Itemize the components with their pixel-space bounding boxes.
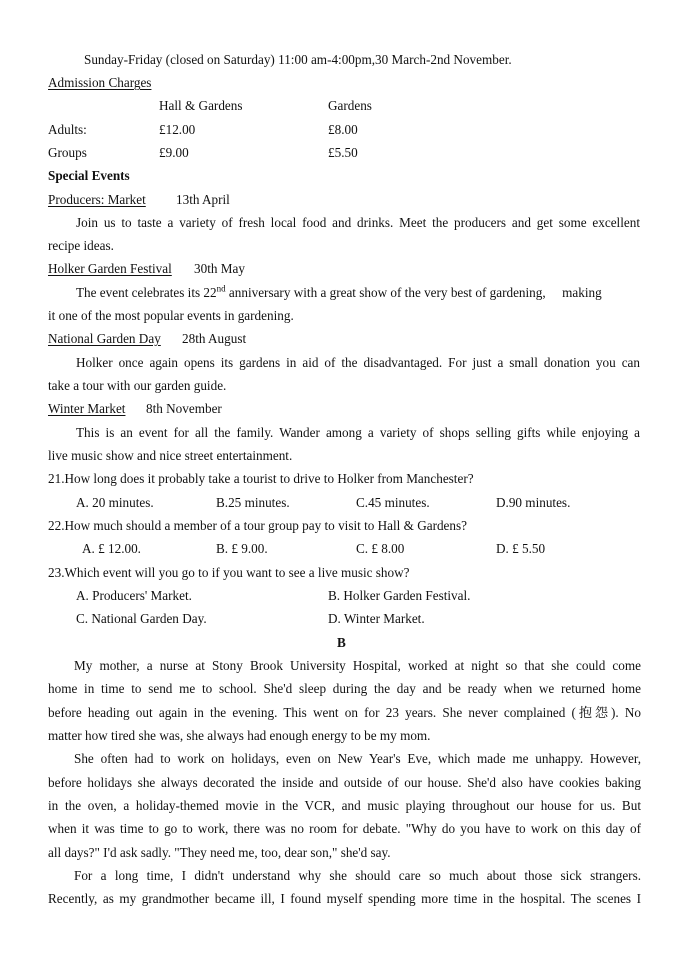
paragraph-line: when it was time to go to work, there was no room for debate. "Why do you have to work on this day of [48, 821, 641, 836]
paragraph-line: For a long time, I didn't understand why she should care so much about those sick strangers. [74, 868, 641, 883]
event-description: live music show and nice street entertainment. [48, 448, 293, 463]
question-stem: 21.How long does it probably take a tourist to drive to Holker from Manchester? [48, 471, 474, 486]
event-date: 13th April [176, 192, 230, 207]
question-option: D. Winter Market. [328, 611, 425, 626]
event-name: Winter Market [48, 401, 126, 416]
question-option: B. £ 9.00. [216, 541, 268, 556]
admission-row-label: Adults: [48, 122, 87, 137]
section-b-heading: B [337, 635, 346, 650]
question-option: A. 20 minutes. [76, 495, 154, 510]
paragraph-line: before heading out again in the evening. This went on for 23 years. She never complained (抱怨). No [48, 705, 641, 720]
special-events-heading: Special Events [48, 168, 130, 183]
admission-heading: Admission Charges [48, 75, 152, 90]
event-description: take a tour with our garden guide. [48, 378, 227, 393]
paragraph-line: all days?" I'd ask sadly. "They need me, too, dear son," she'd say. [48, 845, 391, 860]
event-date: 8th November [146, 401, 222, 416]
question-option: C. £ 8.00 [356, 541, 405, 556]
admission-row-gardens: £5.50 [328, 145, 358, 160]
paragraph-line: My mother, a nurse at Stony Brook University Hospital, worked at night so that she could come [74, 658, 641, 673]
event-name: Holker Garden Festival [48, 261, 172, 276]
admission-row-hall: £12.00 [159, 122, 196, 137]
admission-row-gardens: £8.00 [328, 122, 358, 137]
admission-col-hall: Hall & Gardens [159, 98, 243, 113]
event-description: recipe ideas. [48, 238, 114, 253]
event-name: Producers: Market [48, 192, 146, 207]
event-date: 28th August [182, 331, 247, 346]
event-description: The event celebrates its 22nd anniversary with a great show of the very best of gardening, making [76, 283, 602, 300]
admission-row-hall: £9.00 [159, 145, 189, 160]
paragraph-line: She often had to work on holidays, even on New Year's Eve, which made me unhappy. However, [74, 751, 641, 766]
event-description: it one of the most popular events in gardening. [48, 308, 294, 323]
question-option: A. Producers' Market. [76, 588, 192, 603]
paragraph-line: Recently, as my grandmother became ill, I found myself spending more time in the hospital. The scenes I [48, 891, 641, 906]
paragraph-line: before holidays she always decorated the inside and outside of our house. She'd also have cookies baking [48, 775, 641, 790]
event-description: Holker once again opens its gardens in aid of the disadvantaged. For just a small donation you can [76, 355, 640, 370]
question-stem: 23.Which event will you go to if you want to see a live music show? [48, 565, 410, 580]
admission-col-gardens: Gardens [328, 98, 372, 113]
question-option: D.90 minutes. [496, 495, 571, 510]
paragraph-line: home in time to send me to school. She'd sleep during the day and be ready when we returned home [48, 681, 641, 696]
event-description: Join us to taste a variety of fresh local food and drinks. Meet the producers and get some excellent [76, 215, 640, 230]
opening-hours: Sunday-Friday (closed on Saturday) 11:00 am-4:00pm,30 March-2nd November. [84, 52, 512, 67]
question-option: D. £ 5.50 [496, 541, 546, 556]
event-name: National Garden Day [48, 331, 161, 346]
question-option: C.45 minutes. [356, 495, 430, 510]
paragraph-line: in the oven, a holiday-themed movie in the VCR, and music playing throughout our house for us. But [48, 798, 641, 813]
event-date: 30th May [194, 261, 245, 276]
question-option: B. Holker Garden Festival. [328, 588, 471, 603]
question-option: A. £ 12.00. [82, 541, 141, 556]
event-description: This is an event for all the family. Wander among a variety of shops selling gifts while enjoying a [76, 425, 640, 440]
admission-row-label: Groups [48, 145, 87, 160]
question-stem: 22.How much should a member of a tour group pay to visit to Hall & Gardens? [48, 518, 467, 533]
question-option: B.25 minutes. [216, 495, 290, 510]
paragraph-line: matter how tired she was, she always had enough energy to be my mom. [48, 728, 431, 743]
question-option: C. National Garden Day. [76, 611, 207, 626]
